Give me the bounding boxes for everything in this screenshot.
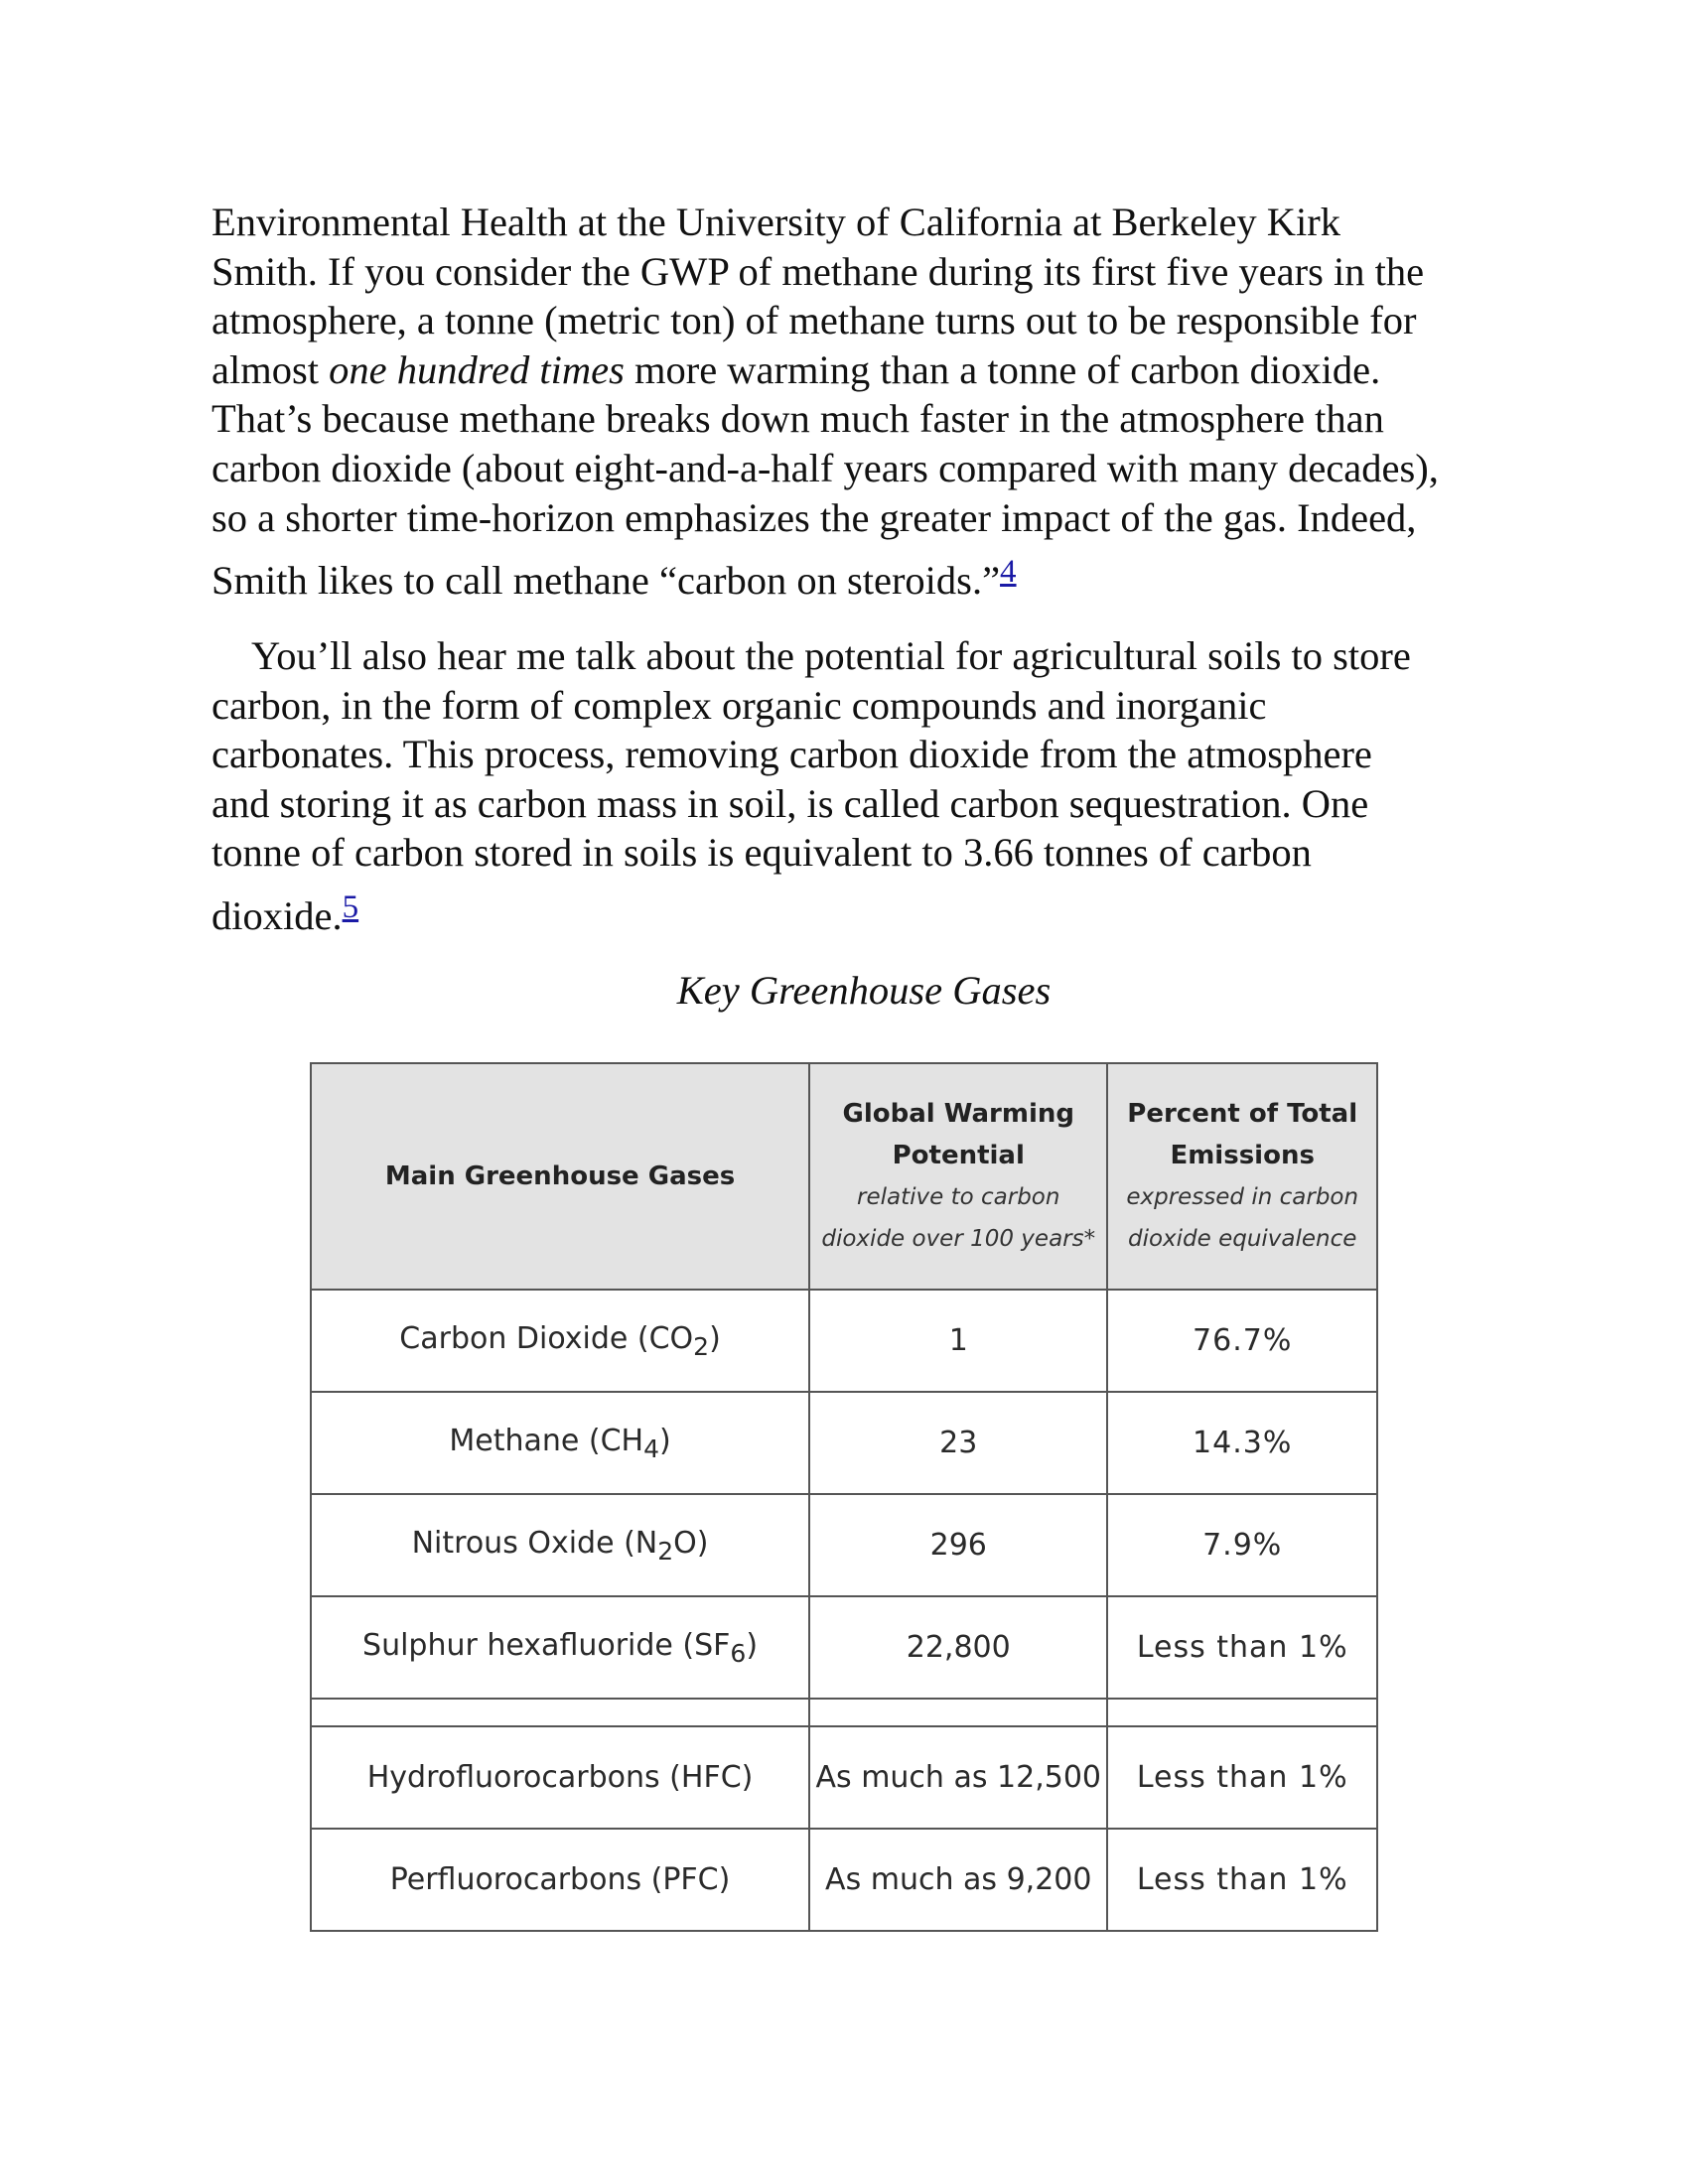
- spacer-cell: [1107, 1699, 1377, 1726]
- table-spacer-row: [311, 1699, 1377, 1726]
- paragraph-line: Smith. If you consider the GWP of methane during its first five years in the: [211, 248, 1425, 294]
- paragraph-line: atmosphere, a tonne (metric ton) of methane turns out to be responsible for: [211, 298, 1417, 343]
- percent-cell: 7.9%: [1107, 1494, 1377, 1596]
- gas-name-cell: Perfluorocarbons (PFC): [311, 1829, 809, 1931]
- subscript: 2: [657, 1536, 674, 1566]
- subscript: 2: [693, 1331, 710, 1361]
- gas-name-cell: [311, 1494, 809, 1596]
- gas-name: Methane (CH: [449, 1423, 644, 1458]
- gas-name: ): [746, 1627, 759, 1663]
- text-run: Smith likes to call methane “carbon on steroids.”: [211, 558, 1001, 604]
- table-row: [311, 1829, 1377, 1931]
- gwp-cell: As much as 9,200: [809, 1829, 1107, 1931]
- paragraph-2: [211, 631, 1492, 941]
- paragraph-line: [211, 345, 1492, 395]
- paragraph-line: [211, 556, 1492, 606]
- paragraph-line: You’ll also hear me talk about the potential for agricultural soils to store: [251, 633, 1411, 678]
- footnote-link-4[interactable]: 4: [1000, 554, 1017, 591]
- percent-cell: Less than 1%: [1107, 1726, 1377, 1829]
- table-caption: Key Greenhouse Gases: [676, 968, 1052, 1013]
- header-main-gases: [311, 1063, 809, 1290]
- paragraph-line: tonne of carbon stored in soils is equivalent to 3.66 tonnes of carbon: [211, 830, 1312, 876]
- gas-name: O): [673, 1525, 709, 1561]
- greenhouse-gases-table: [310, 1062, 1378, 1932]
- header-gwp: [809, 1063, 1107, 1290]
- gwp-cell: 23: [809, 1392, 1107, 1494]
- percent-cell: Less than 1%: [1107, 1829, 1377, 1931]
- paragraph-line: Environmental Health at the University of California at Berkeley Kirk: [211, 200, 1341, 244]
- text-run: dioxide.: [211, 892, 343, 938]
- header-subtitle: relative to carbon dioxide over 100 years*: [821, 1184, 1096, 1252]
- text-run: more warming than a tonne of carbon dioxide.: [624, 346, 1381, 392]
- gwp-cell: 296: [809, 1494, 1107, 1596]
- spacer-cell: [311, 1699, 809, 1726]
- percent-cell: Less than 1%: [1107, 1596, 1377, 1699]
- gas-name: Nitrous Oxide (N: [411, 1525, 658, 1561]
- footnote-link-5[interactable]: 5: [342, 888, 359, 925]
- table-row: [311, 1290, 1377, 1392]
- paragraph-line: and storing it as carbon mass in soil, is called carbon sequestration. One: [211, 780, 1369, 826]
- emphasis-text: one hundred times: [329, 346, 625, 392]
- paragraph-line: [211, 888, 1492, 941]
- paragraph-line: That’s because methane breaks down much faster in the atmosphere than: [211, 396, 1384, 442]
- percent-cell: 14.3%: [1107, 1392, 1377, 1494]
- gwp-cell: 22,800: [809, 1596, 1107, 1699]
- percent-cell: 76.7%: [1107, 1290, 1377, 1392]
- header-percent-emissions: [1107, 1063, 1377, 1290]
- gas-name-cell: Hydrofluorocarbons (HFC): [311, 1726, 809, 1829]
- header-title: Global Warming Potential: [842, 1099, 1074, 1170]
- gas-name-cell: [311, 1392, 809, 1494]
- table-row: [311, 1596, 1377, 1699]
- gas-name: Carbon Dioxide (CO: [399, 1320, 694, 1356]
- subscript: 4: [643, 1433, 659, 1463]
- gas-name-cell: [311, 1596, 809, 1699]
- spacer-cell: [809, 1699, 1107, 1726]
- table-header-row: [311, 1063, 1377, 1290]
- table-row: [311, 1494, 1377, 1596]
- gas-name-cell: [311, 1290, 809, 1392]
- gwp-cell: 1: [809, 1290, 1107, 1392]
- paragraph-line: carbon, in the form of complex organic compounds and inorganic: [211, 682, 1267, 728]
- table-row: [311, 1726, 1377, 1829]
- paragraph-1: [211, 198, 1492, 606]
- header-title: Percent of Total Emissions: [1127, 1099, 1358, 1170]
- gas-name: ): [709, 1320, 721, 1356]
- paragraph-line: carbonates. This process, removing carbon dioxide from the atmosphere: [211, 732, 1372, 777]
- header-subtitle: expressed in carbon dioxide equivalence: [1126, 1184, 1359, 1252]
- gas-name: ): [659, 1423, 671, 1458]
- gas-name: Sulphur hexafluoride (SF: [362, 1627, 731, 1663]
- gwp-cell: As much as 12,500: [809, 1726, 1107, 1829]
- text-run: almost: [211, 346, 330, 392]
- paragraph-line: so a shorter time-horizon emphasizes the greater impact of the gas. Indeed,: [211, 494, 1417, 540]
- paragraph-line: carbon dioxide (about eight-and-a-half years compared with many decades),: [211, 445, 1439, 490]
- subscript: 6: [730, 1638, 747, 1668]
- header-title: Main Greenhouse Gases: [384, 1161, 736, 1191]
- table-row: [311, 1392, 1377, 1494]
